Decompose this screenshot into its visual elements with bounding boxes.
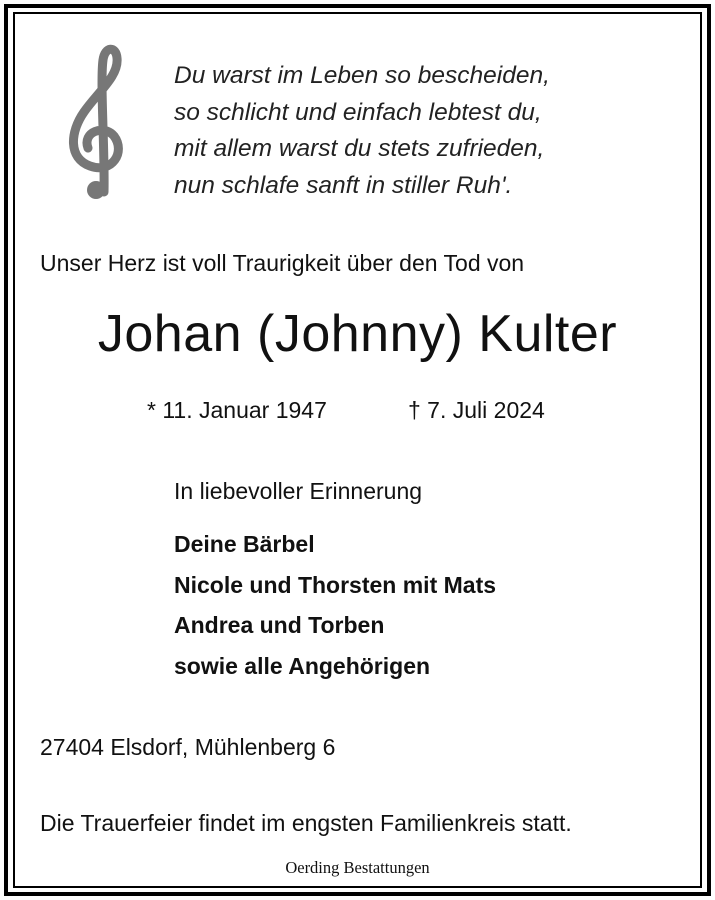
deceased-name: Johan (Johnny) Kulter: [97, 305, 618, 363]
verse-line: Du warst im Leben so bescheiden,: [174, 62, 550, 89]
verse-line: so schlicht und einfach lebtest du,: [174, 98, 542, 126]
address: 27404 Elsdorf, Mühlenberg 6: [40, 734, 336, 760]
memory-line: In liebevoller Erinnerung: [174, 478, 423, 504]
treble-clef-icon: [58, 42, 136, 202]
mourner-entry: Andrea und Torben: [174, 612, 385, 638]
funeral-home: Oerding Bestattungen: [285, 858, 430, 877]
verse-line: mit allem warst du stets zufrieden,: [174, 135, 545, 162]
mourner-entry: Nicole und Thorsten mit Mats: [174, 571, 497, 598]
verse: [174, 58, 550, 204]
intro-text: Unser Herz ist voll Traurigkeit über den Tod von: [40, 250, 525, 276]
ceremony-notice: Die Trauerfeier findet im engsten Familienkreis statt.: [40, 810, 572, 836]
mourner-entry: sowie alle Angehörigen: [174, 652, 431, 679]
verse-line: nun schlafe sanft in stiller Ruh'.: [174, 171, 513, 199]
death-date: † 7. Juli 2024: [408, 397, 545, 423]
mourners-list: [174, 524, 496, 686]
mourner-entry: Deine Bärbel: [174, 531, 315, 557]
birth-date: * 11. Januar 1947: [147, 397, 327, 423]
